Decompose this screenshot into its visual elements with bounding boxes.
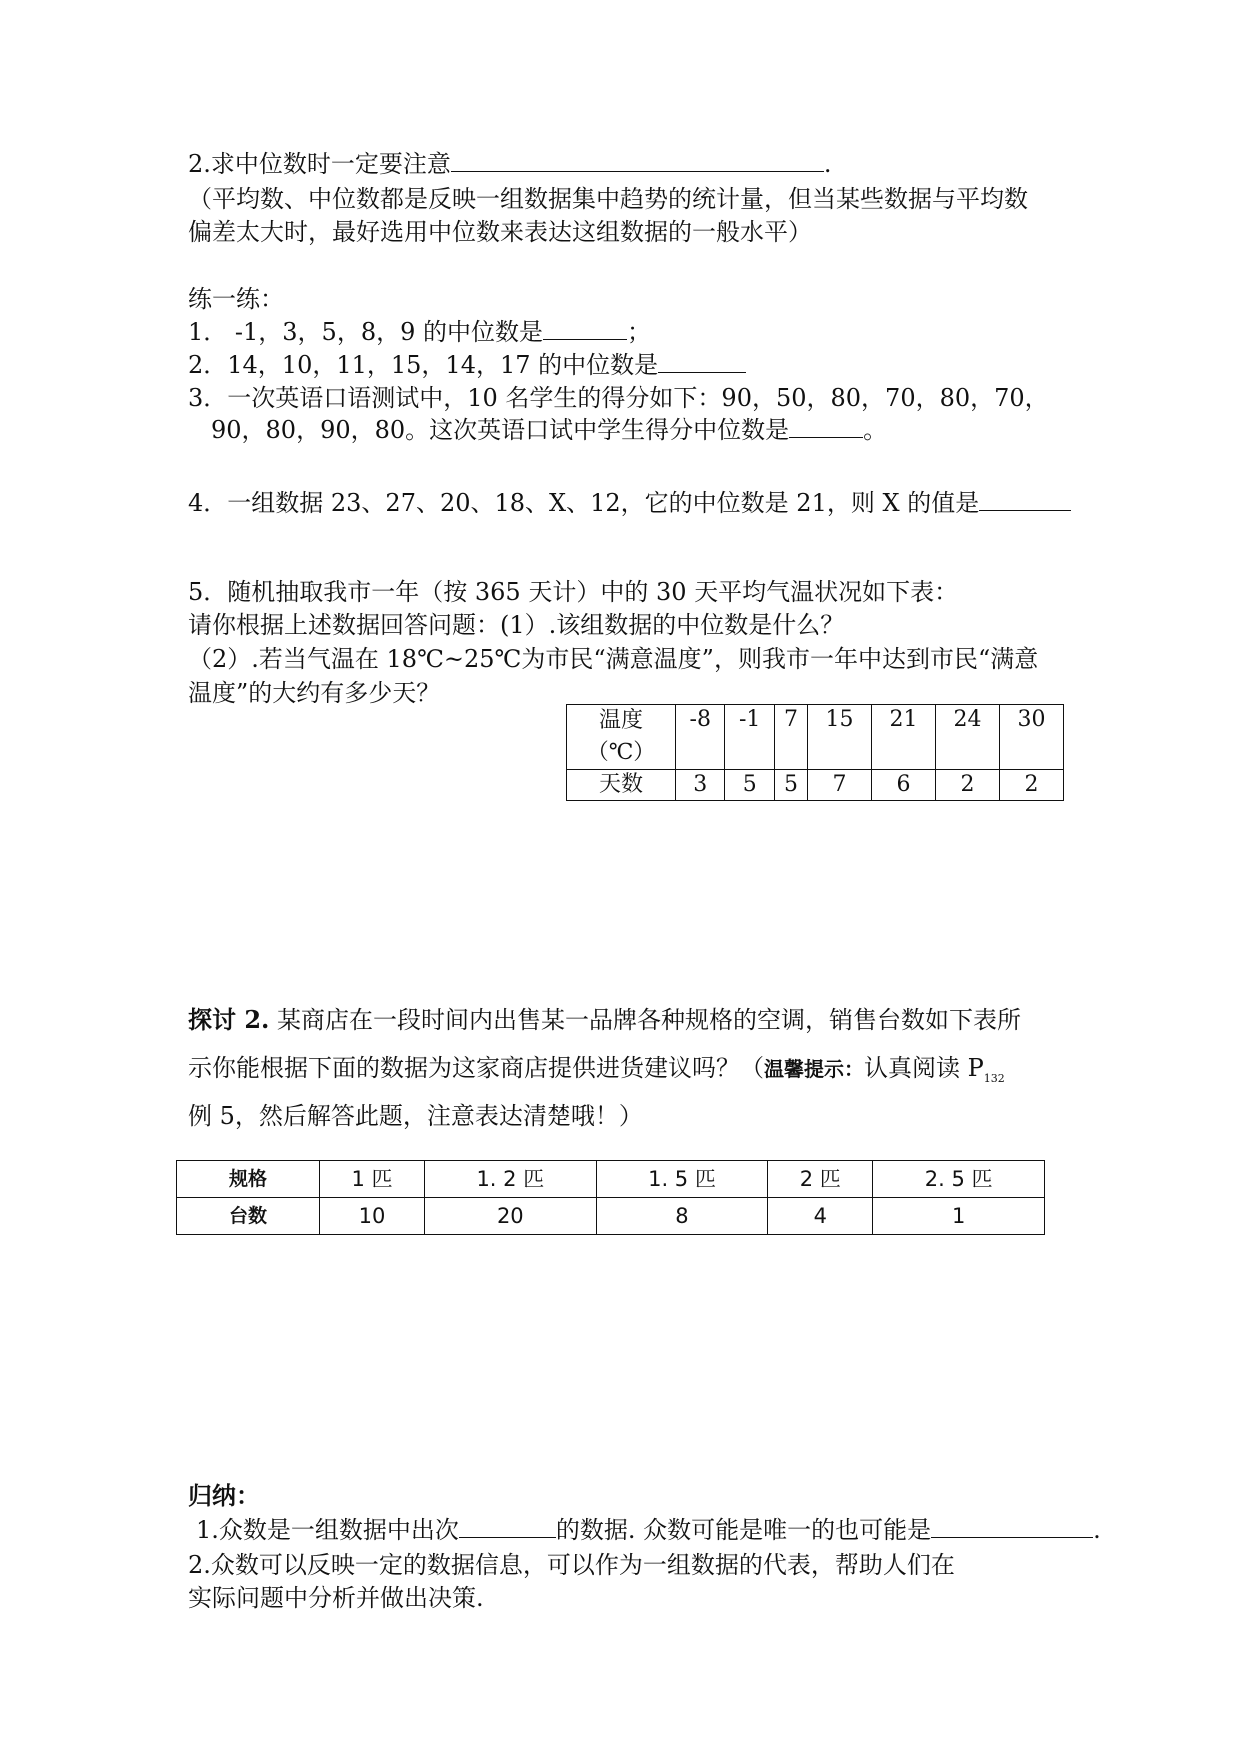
remark-line-1: （平均数、中位数都是反映一组数据集中趋势的统计量，但当某些数据与平均数 [188,185,1028,213]
note-median-caution [188,148,832,180]
practice-q1 [188,316,651,348]
spec-row [177,1161,1045,1198]
summary-blank-times[interactable] [459,1515,556,1538]
note-median-blank[interactable] [451,149,824,172]
air-conditioner-table [176,1160,1045,1235]
days-cell: 5 [774,770,807,801]
summary-point-2-line-2: 实际问题中分析并做出决策. [188,1584,484,1612]
summary-point-1-text-a: 1.众数是一组数据中出次 [196,1516,459,1544]
summary-point-1 [196,1514,1101,1546]
hint-subscript: 132 [983,1071,1005,1085]
practice-q4-blank[interactable] [979,488,1071,511]
temperature-cell: 21 [872,705,936,770]
discussion-title: 探讨 2. [188,1005,270,1034]
discussion-line-1 [188,1004,1021,1036]
count-cell: 10 [320,1198,425,1235]
summary-blank-unique[interactable] [931,1515,1093,1538]
temperature-table [566,704,1064,801]
temperature-header-cell [567,705,676,770]
practice-q1-end: ； [626,318,651,346]
practice-q5-line-1: 5．随机抽取我市一年（按 365 天计）中的 30 天平均气温状况如下表： [188,578,959,606]
spec-cell: 2. 5 匹 [873,1161,1045,1198]
practice-q3-end: 。 [863,416,888,444]
temperature-cell: -8 [676,705,725,770]
practice-q5-line-3: （2）.若当气温在 18℃~25℃为市民“满意温度”，则我市一年中达到市民“满意 [188,645,1039,673]
days-header-cell: 天数 [567,770,676,801]
practice-q3-line-1: 3．一次英语口语测试中，10 名学生的得分如下：90，50，80，70，80，70， [188,384,1049,412]
practice-q1-blank[interactable] [543,317,627,340]
spec-cell: 1. 2 匹 [424,1161,596,1198]
days-cell: 3 [676,770,725,801]
days-cell: 6 [872,770,936,801]
count-cell: 20 [424,1198,596,1235]
temperature-row [567,705,1064,770]
summary-point-2-line-1: 2.众数可以反映一定的数据信息，可以作为一组数据的代表，帮助人们在 [188,1551,955,1579]
note-median-end: . [823,150,832,178]
practice-q1-text: 1． -1，3，5，8，9 的中位数是 [188,318,543,346]
discussion-text-2: 示你能根据下面的数据为这家商店提供进货建议吗？（ [188,1054,764,1082]
note-median-text: 2.求中位数时一定要注意 [188,150,451,178]
count-cell: 8 [596,1198,768,1235]
days-cell: 2 [999,770,1063,801]
temperature-cell: -1 [725,705,774,770]
temperature-cell: 24 [935,705,999,770]
spec-cell: 1. 5 匹 [596,1161,768,1198]
count-header-cell: 台数 [177,1198,320,1235]
summary-point-1-text-b: 的数据. 众数可能是唯一的也可能是 [555,1516,932,1544]
days-row [567,770,1064,801]
count-cell: 4 [768,1198,873,1235]
practice-q5-line-2: 请你根据上述数据回答问题：(1）.该组数据的中位数是什么？ [188,611,845,639]
spec-cell: 1 匹 [320,1161,425,1198]
discussion-line-2 [188,1052,1005,1095]
temperature-cell: 15 [808,705,872,770]
remark-line-2: 偏差太大时，最好选用中位数来表达这组数据的一般水平） [188,218,812,246]
spec-header-cell: 规格 [177,1161,320,1198]
days-cell: 5 [725,770,774,801]
practice-q5-line-4: 温度”的大约有多少天？ [188,679,441,707]
days-cell: 7 [808,770,872,801]
practice-q2-text: 2．14，10，11，15，14，17 的中位数是 [188,351,659,379]
count-cell: 1 [873,1198,1045,1235]
days-cell: 2 [935,770,999,801]
hint-label: 温馨提示： [764,1057,864,1081]
practice-q3-blank[interactable] [789,415,863,438]
temperature-cell: 30 [999,705,1063,770]
discussion-text-1: 某商店在一段时间内出售某一品牌各种规格的空调，销售台数如下表所 [269,1006,1022,1034]
practice-heading: 练一练： [188,285,284,313]
spec-cell: 2 匹 [768,1161,873,1198]
practice-q3-line-2 [211,414,887,446]
practice-q4-text: 4．一组数据 23、27、20、18、X、12，它的中位数是 21，则 X 的值是 [188,489,980,517]
temperature-header-label: 温度 [598,708,643,733]
practice-q4 [188,487,1071,519]
summary-heading: 归纳： [188,1481,260,1510]
summary-point-1-end: . [1093,1516,1101,1544]
count-row [177,1198,1045,1235]
practice-q2 [188,349,746,381]
discussion-line-3: 例 5，然后解答此题，注意表达清楚哦！） [188,1102,643,1130]
temperature-header-unit: （℃） [586,740,656,765]
practice-q2-blank[interactable] [658,350,746,373]
practice-q3-text: 90，80，90，80。这次英语口试中学生得分中位数是 [211,416,790,444]
hint-text: 认真阅读 P [864,1054,984,1082]
temperature-cell: 7 [774,705,807,770]
